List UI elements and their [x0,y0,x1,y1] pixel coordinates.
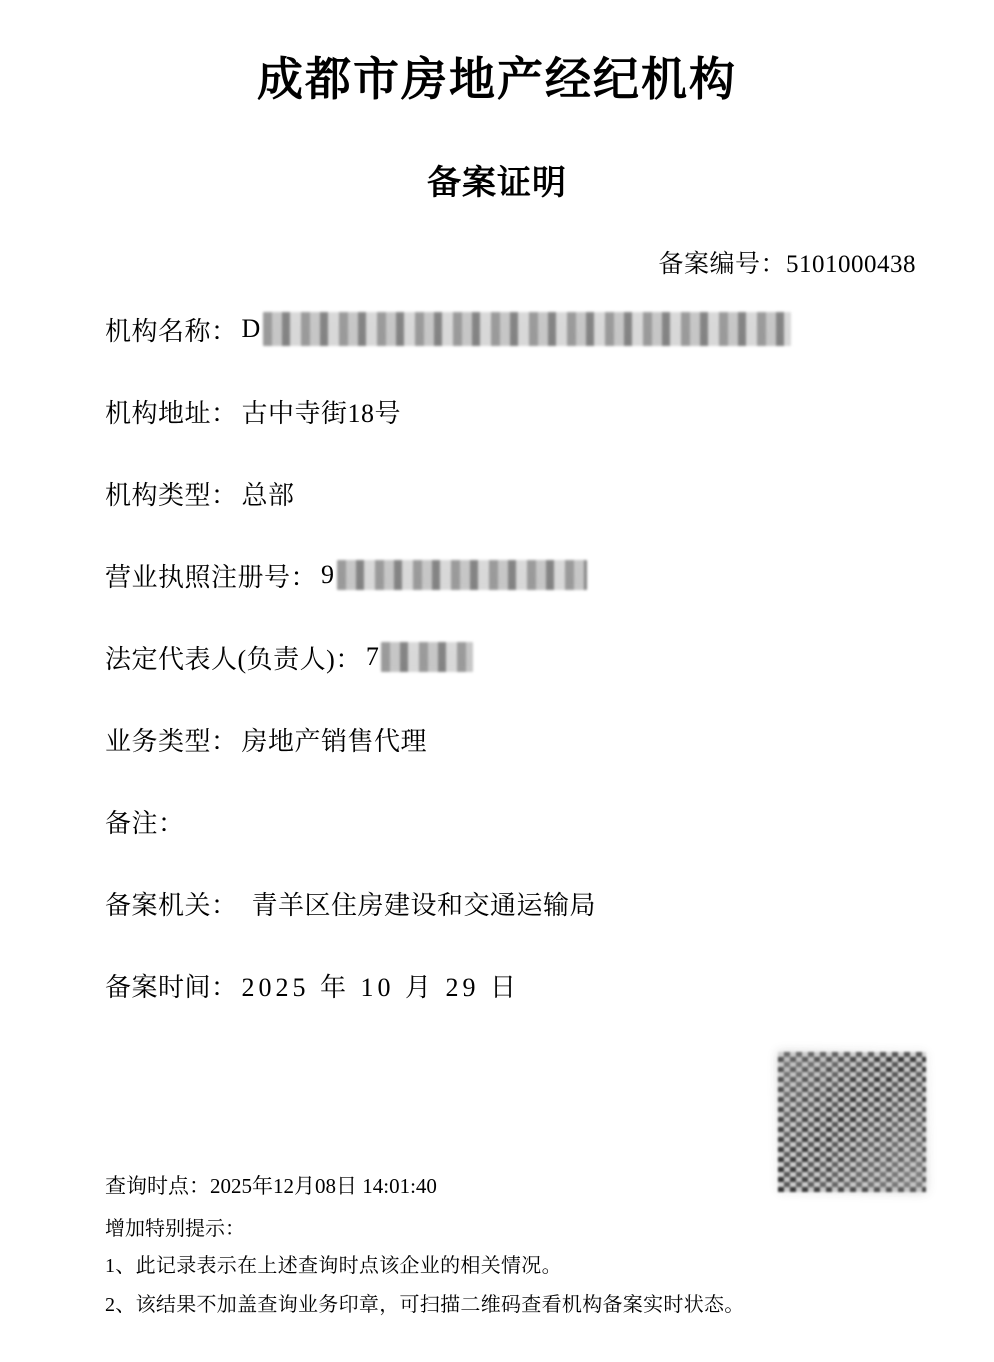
field-row-business-type [105,716,994,762]
record-number [0,244,994,280]
notes-title: 增加特别提示： [105,1218,245,1240]
page-title: 成都市房地产经纪机构 [257,54,737,105]
field-label-org-type: 机构类型： [105,480,238,510]
field-row-org-name [105,306,994,352]
field-value-license-no: 9 [321,560,335,590]
field-row-org-type [105,470,994,516]
certificate-page [0,52,994,1362]
field-row-record-date [105,962,994,1008]
field-value-org-type: 总部 [241,480,295,510]
field-row-remarks [105,798,994,844]
field-label-record-date: 备案时间： [105,972,238,1002]
field-label-remarks: 备注： [105,808,185,838]
redaction-block-legal-rep [381,642,473,672]
field-row-org-address [105,388,994,434]
footer [105,1170,925,1329]
note-item: 1、此记录表示在上述查询时点该企业的相关情况。 [105,1255,562,1277]
query-time-value: 2025年12月08日 14:01:40 [210,1174,437,1198]
field-list [0,306,994,1008]
note-item: 2、该结果不加盖查询业务印章，可扫描二维码查看机构备案实时状态。 [105,1294,745,1316]
field-label-business-type: 业务类型： [105,726,238,756]
field-value-business-type: 房地产销售代理 [241,726,428,756]
field-value-org-address: 古中寺街18号 [241,398,402,428]
redaction-block-license-no [337,560,587,590]
field-row-legal-rep [105,634,994,680]
field-label-authority: 备案机关： [105,890,238,920]
field-label-org-address: 机构地址： [105,398,238,428]
query-time-label: 查询时点： [105,1174,210,1198]
query-time [105,1170,925,1200]
field-value-record-date: 2025 年 10 月 29 日 [241,972,521,1002]
field-label-org-name: 机构名称： [105,316,238,346]
field-value-authority: 青羊区住房建设和交通运输局 [251,890,597,920]
field-value-org-name: D [241,314,261,344]
field-label-legal-rep: 法定代表人(负责人)： [105,644,362,674]
field-label-license-no: 营业执照注册号： [105,562,318,592]
field-row-authority [105,880,994,926]
redaction-block-org-name [263,312,791,346]
record-number-value: 5101000438 [786,251,916,279]
field-value-legal-rep: 7 [365,642,380,672]
field-row-license-no [105,552,994,598]
record-number-label: 备案编号： [658,251,786,279]
page-subtitle: 备案证明 [427,165,567,203]
